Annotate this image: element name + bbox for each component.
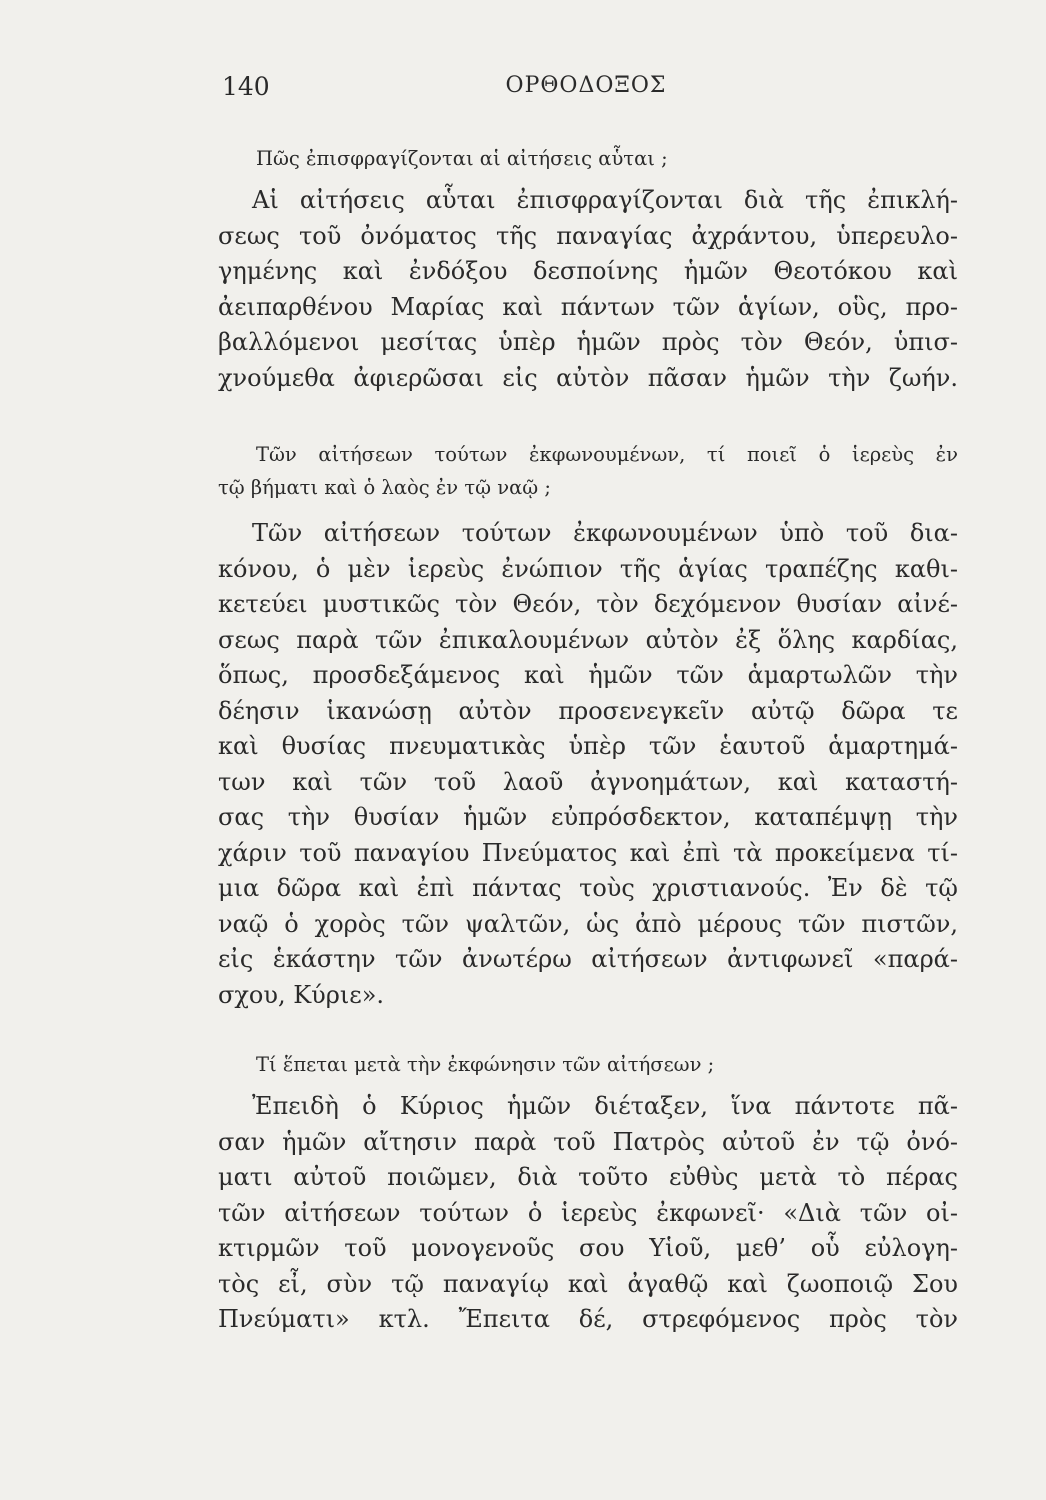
answer-line: βαλλόμενοι μεσίτας ὑπὲρ ἡμῶν πρὸς τὸν Θεόν, ὑπισ- bbox=[218, 328, 958, 356]
answer-line: χνούμεθα ἀφιερῶσαι εἰς αὐτὸν πᾶσαν ἡμῶν τὴν ζωήν. bbox=[218, 363, 958, 392]
answer-line: σας τὴν θυσίαν ἡμῶν εὐπρόσδεκτον, καταπέμψῃ τὴν bbox=[218, 803, 958, 831]
answer-line: κτιρμῶν τοῦ μονογενοῦς σου Υἱοῦ, μεθ’ οὗ εὐλογη- bbox=[218, 1234, 958, 1262]
answer-line: Ἐπειδὴ ὁ Κύριος ἡμῶν διέταξεν, ἵνα πάντοτε πᾶ- bbox=[252, 1092, 958, 1120]
answer-2 bbox=[218, 516, 958, 1013]
answer-line: σεως παρὰ τῶν ἐπικαλουμένων αὐτὸν ἐξ ὅλης καρδίας, bbox=[218, 625, 958, 654]
answer-line: εἰς ἑκάστην τῶν ἀνωτέρω αἰτήσεων ἀντιφωνεῖ «παρά- bbox=[218, 945, 958, 973]
question-line: Πῶς ἐπισφραγίζονται αἱ αἰτήσεις αὗται ; bbox=[256, 147, 668, 170]
page-number: 140 bbox=[222, 72, 270, 101]
answer-line: σχου, Κύριε». bbox=[218, 980, 385, 1009]
answer-line: Τῶν αἰτήσεων τούτων ἐκφωνουμένων ὑπὸ τοῦ δια- bbox=[252, 519, 958, 547]
page-header bbox=[222, 72, 950, 108]
answer-line: ναῷ ὁ χορὸς τῶν ψαλτῶν, ὡς ἀπὸ μέρους τῶν πιστῶν, bbox=[218, 909, 958, 938]
answer-line: κετεύει μυστικῶς τὸν Θεόν, τὸν δεχόμενον θυσίαν αἰνέ- bbox=[218, 590, 958, 618]
answer-line: σαν ἡμῶν αἴτησιν παρὰ τοῦ Πατρὸς αὐτοῦ ἐν τῷ ὀνό- bbox=[218, 1127, 958, 1156]
answer-line: χάριν τοῦ παναγίου Πνεύματος καὶ ἐπὶ τὰ προκείμενα τί- bbox=[218, 838, 958, 867]
answer-3 bbox=[218, 1089, 958, 1338]
answer-line: δέησιν ἱκανώσῃ αὐτὸν προσενεγκεῖν αὐτῷ δῶρα τε bbox=[218, 696, 958, 725]
answer-line: Πνεύματι» κτλ. Ἔπειτα δέ, στρεφόμενος πρὸς τὸν bbox=[218, 1305, 958, 1333]
answer-line: τὸς εἶ, σὺν τῷ παναγίῳ καὶ ἀγαθῷ καὶ ζωοποιῷ Σου bbox=[218, 1269, 958, 1298]
answer-line: καὶ θυσίας πνευματικὰς ὑπὲρ τῶν ἑαυτοῦ ἁμαρτημά- bbox=[218, 732, 958, 760]
question-1 bbox=[218, 142, 958, 175]
running-title: ΟΡΘΟΔΟΞΟΣ bbox=[505, 73, 667, 98]
answer-line: μια δῶρα καὶ ἐπὶ πάντας τοὺς χριστιανούς. Ἐν δὲ τῷ bbox=[218, 874, 958, 902]
answer-line: Αἱ αἰτήσεις αὗται ἐπισφραγίζονται διὰ τῆς ἐπικλή- bbox=[252, 186, 958, 214]
question-2 bbox=[218, 438, 958, 504]
answer-line: ἀειπαρθένου Μαρίας καὶ πάντων τῶν ἁγίων, οὓς, προ- bbox=[218, 292, 958, 321]
answer-line: σεως τοῦ ὀνόματος τῆς παναγίας ἀχράντου, ὑπερευλο- bbox=[218, 221, 958, 250]
answer-line: των καὶ τῶν τοῦ λαοῦ ἀγνοημάτων, καὶ καταστή- bbox=[218, 767, 958, 796]
answer-line: τῶν αἰτήσεων τούτων ὁ ἱερεὺς ἐκφωνεῖ· «Διὰ τῶν οἰ- bbox=[218, 1198, 958, 1227]
answer-line: ὅπως, προσδεξάμενος καὶ ἡμῶν τῶν ἁμαρτωλῶν τὴν bbox=[218, 661, 958, 689]
answer-line: ματι αὐτοῦ ποιῶμεν, διὰ τοῦτο εὐθὺς μετὰ τὸ πέρας bbox=[218, 1163, 958, 1191]
question-line: Τί ἕπεται μετὰ τὴν ἐκφώνησιν τῶν αἰτήσεων ; bbox=[256, 1053, 715, 1076]
question-line: Τῶν αἰτήσεων τούτων ἐκφωνουμένων, τί ποιεῖ ὁ ἱερεὺς ἐν bbox=[256, 443, 958, 466]
question-line: τῷ βήματι καὶ ὁ λαὸς ἐν τῷ ναῷ ; bbox=[218, 476, 551, 499]
question-3 bbox=[218, 1048, 958, 1081]
answer-1 bbox=[218, 183, 958, 396]
answer-line: γημένης καὶ ἐνδόξου δεσποίνης ἡμῶν Θεοτόκου καὶ bbox=[218, 257, 958, 285]
answer-line: κόνου, ὁ μὲν ἱερεὺς ἐνώπιον τῆς ἁγίας τραπέζης καθι- bbox=[218, 554, 958, 583]
